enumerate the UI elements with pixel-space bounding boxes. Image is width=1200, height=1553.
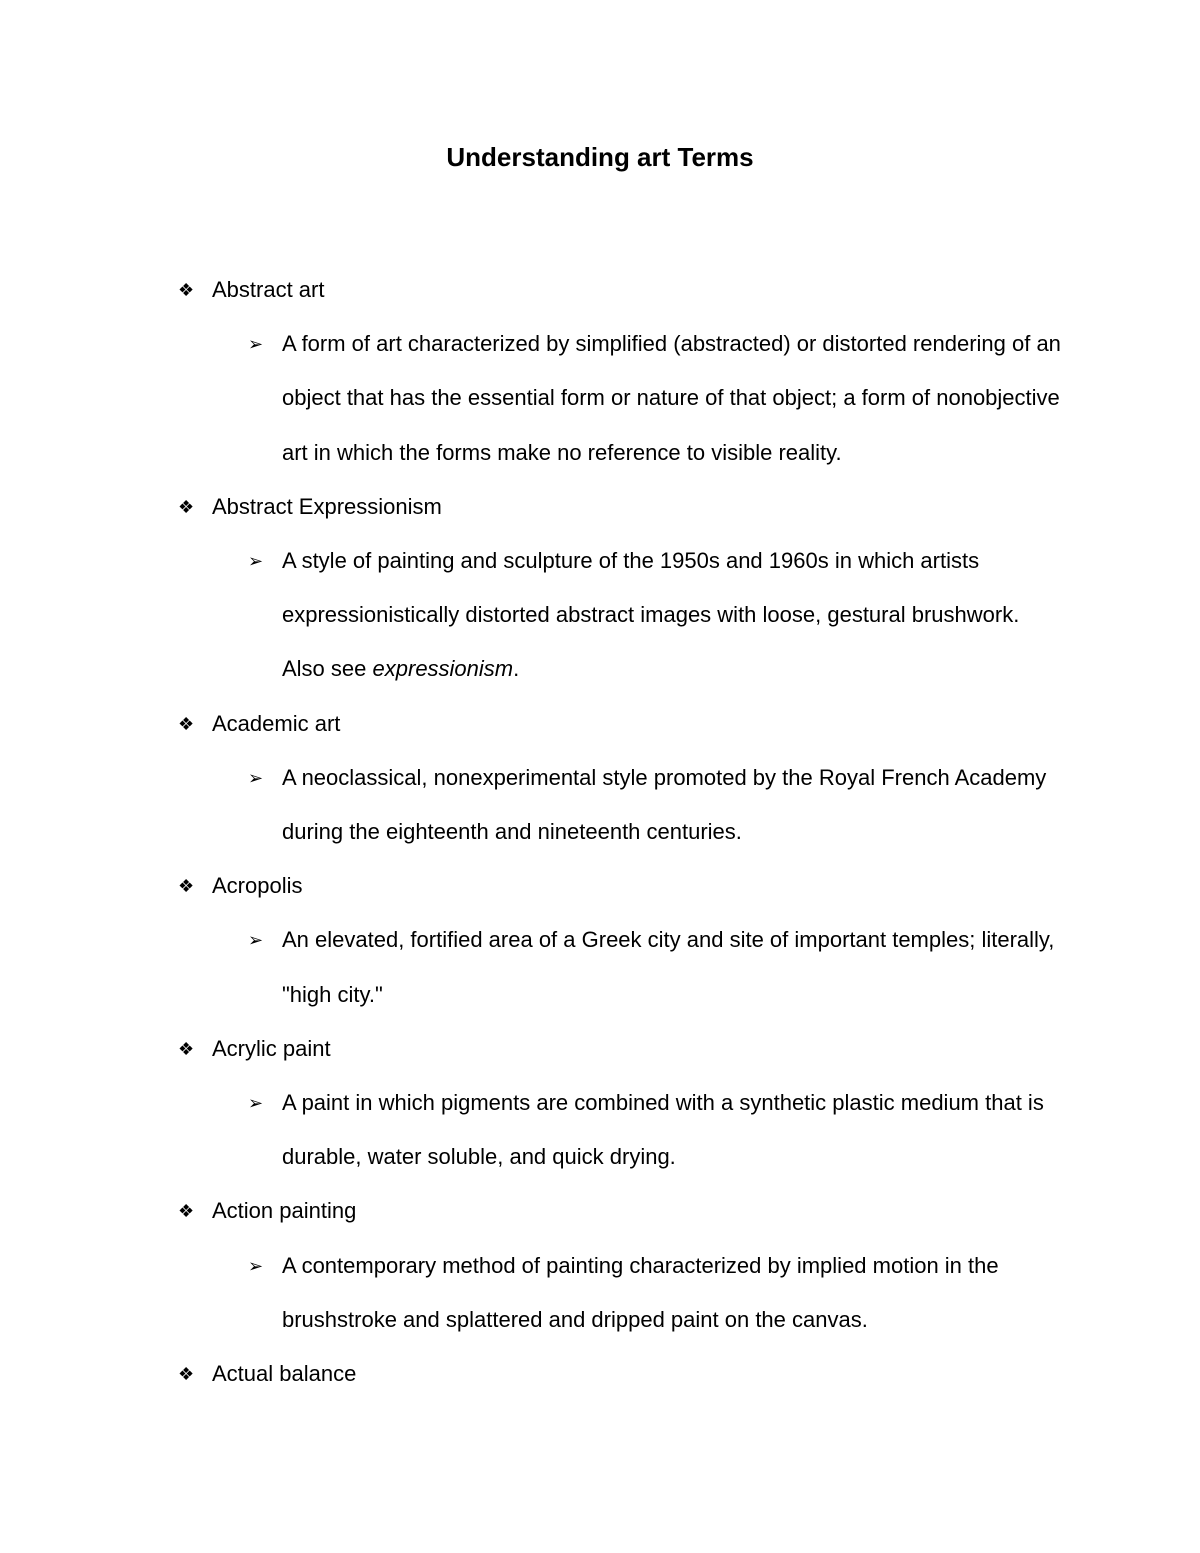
term-item	[178, 859, 1078, 1022]
term-item	[178, 263, 1078, 480]
definition-item	[248, 751, 1062, 859]
term-list	[178, 263, 1078, 1401]
definition-item	[248, 1076, 1062, 1184]
definition-end: .	[513, 656, 520, 682]
definition-main: A style of painting and sculpture of the 1950s and 1960s in which artists expressionistically distorted abstract images with loose, gestural brushwork. Also see	[282, 548, 1020, 682]
term-label: Actual balance	[212, 1361, 357, 1387]
page-title: Understanding art Terms	[446, 142, 754, 172]
diamond-four-icon: ❖	[178, 876, 195, 897]
definition-list	[212, 913, 1078, 1021]
arrowhead-icon: ➢	[248, 767, 264, 788]
term-label: Acrylic paint	[212, 1035, 331, 1061]
definition-text: A neoclassical, nonexperimental style promoted by the Royal French Academy during the eighteenth and nineteenth centuries.	[282, 764, 1047, 845]
diamond-four-icon: ❖	[178, 1201, 195, 1222]
definition-text: A paint in which pigments are combined with a synthetic plastic medium that is durable, water soluble, and quick drying.	[282, 1090, 1044, 1170]
definition-text: A contemporary method of painting characterized by implied motion in the brushstroke and splattered and dripped paint on the canvas.	[282, 1252, 999, 1332]
term-item	[178, 1184, 1078, 1347]
arrowhead-icon: ➢	[248, 930, 264, 951]
term-item	[178, 1347, 1078, 1401]
diamond-four-icon: ❖	[178, 713, 195, 734]
definition-list	[212, 1076, 1078, 1184]
arrowhead-icon: ➢	[248, 1093, 264, 1114]
diamond-four-icon: ❖	[178, 496, 195, 517]
term-label: Academic art	[212, 710, 341, 736]
definition-item	[248, 1239, 1062, 1347]
definition-list	[212, 751, 1078, 859]
definition-item	[248, 317, 1062, 480]
definition-list	[212, 317, 1078, 480]
term-label: Abstract Expressionism	[212, 493, 442, 519]
definition-text: An elevated, fortified area of a Greek city and site of important temples; literally, "high city."	[282, 927, 1055, 1007]
term-label: Abstract art	[212, 277, 325, 302]
definition-item	[248, 913, 1062, 1021]
term-item	[178, 1022, 1078, 1185]
arrowhead-icon: ➢	[248, 551, 264, 572]
arrowhead-icon: ➢	[248, 1255, 264, 1276]
definition-list	[212, 534, 1078, 697]
definition-item	[248, 534, 1062, 697]
definition-text: A form of art characterized by simplified (abstracted) or distorted rendering of an object that has the essential form or nature of that object; a form of nonobjective art in which the forms make no reference to visible reality.	[282, 331, 1061, 465]
definition-text	[282, 548, 1019, 681]
diamond-four-icon: ❖	[178, 1038, 195, 1059]
definition-italic-ref: expressionism	[372, 656, 514, 682]
definition-list	[212, 1239, 1078, 1347]
diamond-four-icon: ❖	[178, 1364, 195, 1385]
term-item	[178, 480, 1078, 697]
term-item	[178, 697, 1078, 860]
term-label: Action painting	[212, 1198, 357, 1224]
arrowhead-icon: ➢	[248, 334, 264, 355]
diamond-four-icon: ❖	[178, 280, 195, 300]
term-label: Acropolis	[212, 873, 303, 899]
